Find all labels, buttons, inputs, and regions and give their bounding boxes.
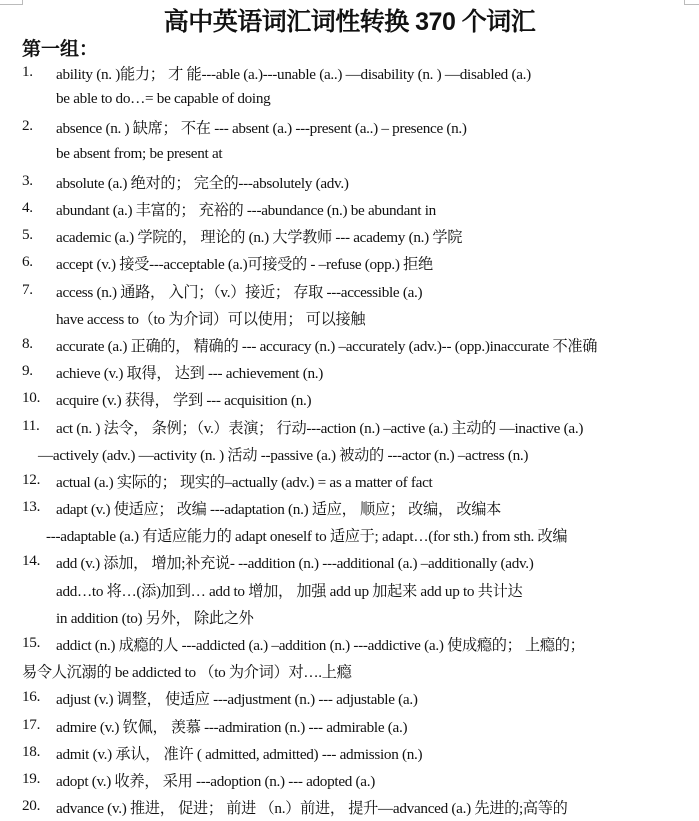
item-number: 18. — [22, 743, 41, 760]
item-text: 易令人沉溺的 be addicted to （to 为介词）对….上瘾 — [22, 664, 352, 681]
item-text: actual (a.) 实际的； 现实的–actually (adv.) = as a matter of fact — [56, 474, 433, 491]
item-text: accurate (a.) 正确的， 精确的 --- accuracy (n.) –accurately (adv.)-- (opp.)inaccurate 不准确 — [56, 338, 598, 355]
item-text: in addition (to) 另外， 除此之外 — [56, 610, 254, 627]
item-text: absolute (a.) 绝对的； 完全的---absolutely (adv.) — [56, 175, 349, 192]
item-text: admit (v.) 承认， 准许 ( admitted, admitted) --- admission (n.) — [56, 746, 423, 763]
item-text: be able to do…= be capable of doing — [56, 90, 271, 107]
item-text: ---adaptable (a.) 有适应能力的 adapt oneself to 适应于; adapt…(for sth.) from sth. 改编 — [46, 528, 568, 545]
item-number: 10. — [22, 389, 41, 406]
item-text: —actively (adv.) —activity (n. ) 活动 --passive (a.) 被动的 ---actor (n.) –actress (n.) — [38, 447, 529, 464]
item-number: 15. — [22, 634, 41, 651]
item-number: 19. — [22, 770, 41, 787]
item-text: academic (a.) 学院的， 理论的 (n.) 大学教师 --- academy (n.) 学院 — [56, 229, 463, 246]
item-text: be absent from; be present at — [56, 145, 223, 162]
item-text: acquire (v.) 获得， 学到 --- acquisition (n.) — [56, 392, 312, 409]
item-text: admire (v.) 钦佩， 羡慕 ---admiration (n.) --- admirable (a.) — [56, 719, 408, 736]
item-number: 4. — [22, 199, 33, 216]
item-text: addict (n.) 成瘾的人 ---addicted (a.) –addition (n.) ---addictive (a.) 使成瘾的； 上瘾的； — [56, 637, 585, 654]
item-text: advance (v.) 推进， 促进； 前进 （n.）前进， 提升—advanced (a.) 先进的;高等的 — [56, 800, 568, 817]
item-text: add…to 将…(添)加到… add to 增加， 加强 add up 加起来 add up to 共计达 — [56, 583, 523, 600]
item-text: accept (v.) 接受---acceptable (a.)可接受的 - –refuse (opp.) 拒绝 — [56, 256, 433, 273]
item-number: 2. — [22, 117, 33, 134]
item-number: 17. — [22, 716, 41, 733]
item-text: adopt (v.) 收养， 采用 ---adoption (n.) --- adopted (a.) — [56, 773, 376, 790]
item-text: access (n.) 通路， 入门；（v.）接近； 存取 ---accessible (a.) — [56, 284, 423, 301]
item-number: 8. — [22, 335, 33, 352]
item-text: achieve (v.) 取得， 达到 --- achievement (n.) — [56, 365, 324, 382]
item-number: 9. — [22, 362, 33, 379]
item-number: 12. — [22, 471, 41, 488]
item-text: absence (n. ) 缺席； 不在 --- absent (a.) ---present (a..) – presence (n.) — [56, 120, 467, 137]
item-number: 14. — [22, 552, 41, 569]
item-text: ability (n. )能力； 才 能---able (a.)---unable (a..) —disability (n. ) —disabled (a.) — [56, 66, 531, 83]
item-number: 5. — [22, 226, 33, 243]
item-number: 16. — [22, 688, 41, 705]
item-text: adapt (v.) 使适应； 改编 ---adaptation (n.) 适应， 顺应； 改编， 改编本 — [56, 501, 501, 518]
document-title: 高中英语词汇词性转换 370 个词汇 — [163, 8, 536, 36]
item-text: have access to（to 为介词）可以使用； 可以接触 — [56, 311, 366, 328]
item-number: 6. — [22, 253, 33, 270]
item-text: act (n. ) 法令， 条例；（v.）表演； 行动---action (n.) –active (a.) 主动的 —inactive (a.) — [56, 420, 584, 437]
item-number: 20. — [22, 797, 41, 814]
item-number: 13. — [22, 498, 41, 515]
item-number: 11. — [22, 417, 40, 434]
item-text: abundant (a.) 丰富的； 充裕的 ---abundance (n.) be abundant in — [56, 202, 436, 219]
item-text: add (v.) 添加， 增加;补充说- --addition (n.) ---additional (a.) –additionally (adv.) — [56, 555, 534, 572]
group-heading: 第一组： — [22, 39, 99, 60]
item-number: 7. — [22, 281, 33, 298]
item-text: adjust (v.) 调整， 使适应 ---adjustment (n.) --- adjustable (a.) — [56, 691, 418, 708]
item-number: 1. — [22, 63, 33, 80]
item-number: 3. — [22, 172, 33, 189]
